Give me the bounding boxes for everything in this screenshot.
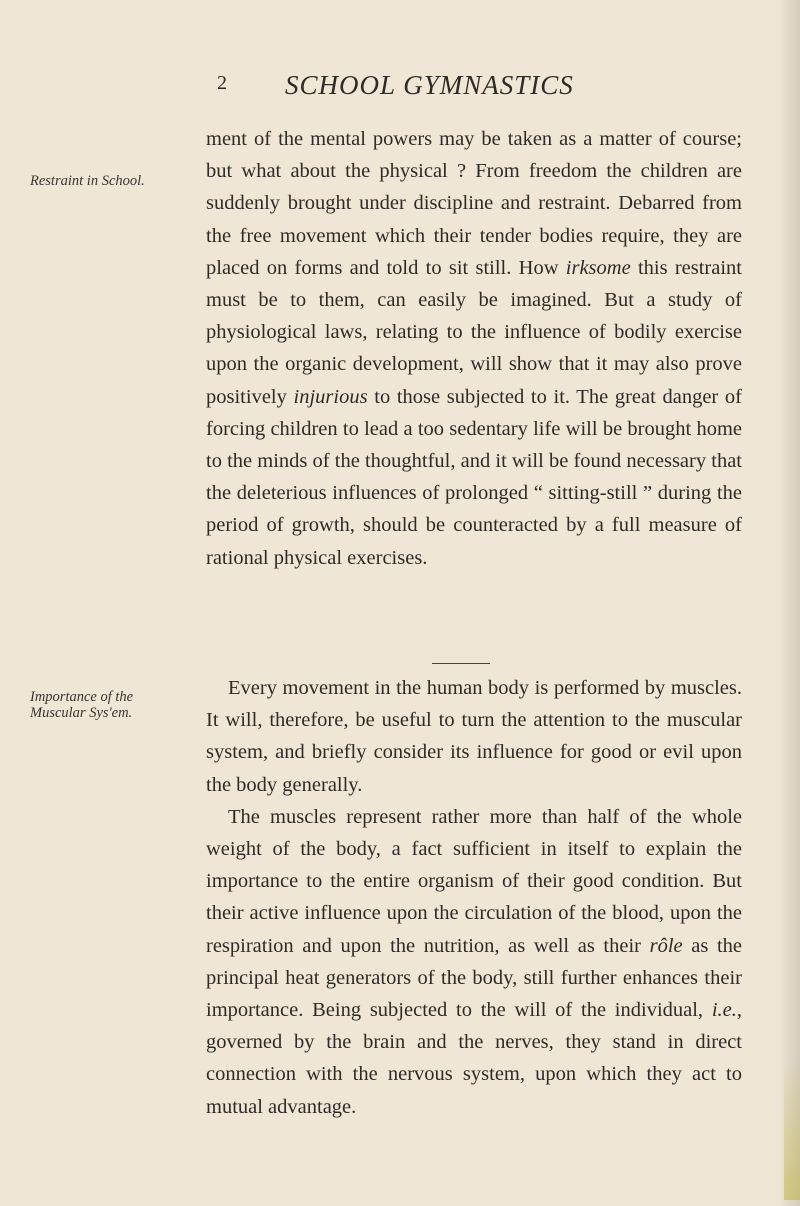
margin-note-muscular-system: Importance of the Muscular Sys'em. — [30, 689, 134, 721]
paragraph-text: this restraint must be to them, can easily be imagined. But a study of physiological laws, relating to the influence of bodily exercise upon the organic development, will show that it may also prove positively — [206, 256, 742, 408]
paragraph-text: , governed by the brain and the nerves, they stand in direct connection with the nervous system, upon which they act to mutual advantage. — [206, 999, 742, 1118]
section-divider — [432, 663, 490, 664]
page-number: 2 — [217, 72, 227, 94]
paragraph-text: The muscles represent rather more than half of the whole weight of the body, a fact sufficient in itself to explain the importance to the entire organism of their good condition. But their active influence upon the circulation of the blood, upon the respiration and upon the nutrition, as well as their — [206, 805, 742, 957]
running-head — [0, 70, 800, 110]
emphasis: injurious — [293, 385, 368, 408]
page-edge-shadow — [778, 0, 800, 1206]
paragraph-text: as the principal heat generators of the body, still further enhances their importance. Being subjected to the will of the individual, — [206, 934, 742, 1022]
margin-note-restraint: Restraint in School. — [30, 173, 145, 189]
emphasis: rôle — [649, 934, 683, 957]
paragraph-muscles — [206, 801, 742, 1123]
paragraph-restraint — [206, 123, 742, 574]
running-title: SCHOOL GYMNASTICS — [285, 70, 574, 100]
emphasis: i.e. — [711, 999, 737, 1022]
paragraph-text: ment of the mental powers may be taken as a matter of course; but what about the physical ? From freedom the children are suddenly brought under discipline and restraint. Debarred from the free movement which their tender bodies require, they are placed on forms and told to sit still. How — [206, 128, 742, 279]
emphasis: irksome — [565, 256, 631, 279]
page-stain — [784, 1060, 800, 1200]
paragraph-every-movement: Every movement in the human body is performed by muscles. It will, therefore, be useful to turn the attention to the muscular system, and briefly consider its influence for good or evil upon the body generally. — [206, 677, 742, 796]
paragraph-text: to those subjected to it. The great danger of forcing children to lead a too sedentary life will be brought home to the minds of the thoughtful, and it will be found necessary that the deleterious influences of prolonged “ sitting-still ” during the period of growth, should be counteracted by a full measure of rational physical exercises. — [206, 385, 742, 569]
body-text-block-1 — [206, 123, 742, 574]
body-text-block-2 — [206, 672, 742, 1123]
